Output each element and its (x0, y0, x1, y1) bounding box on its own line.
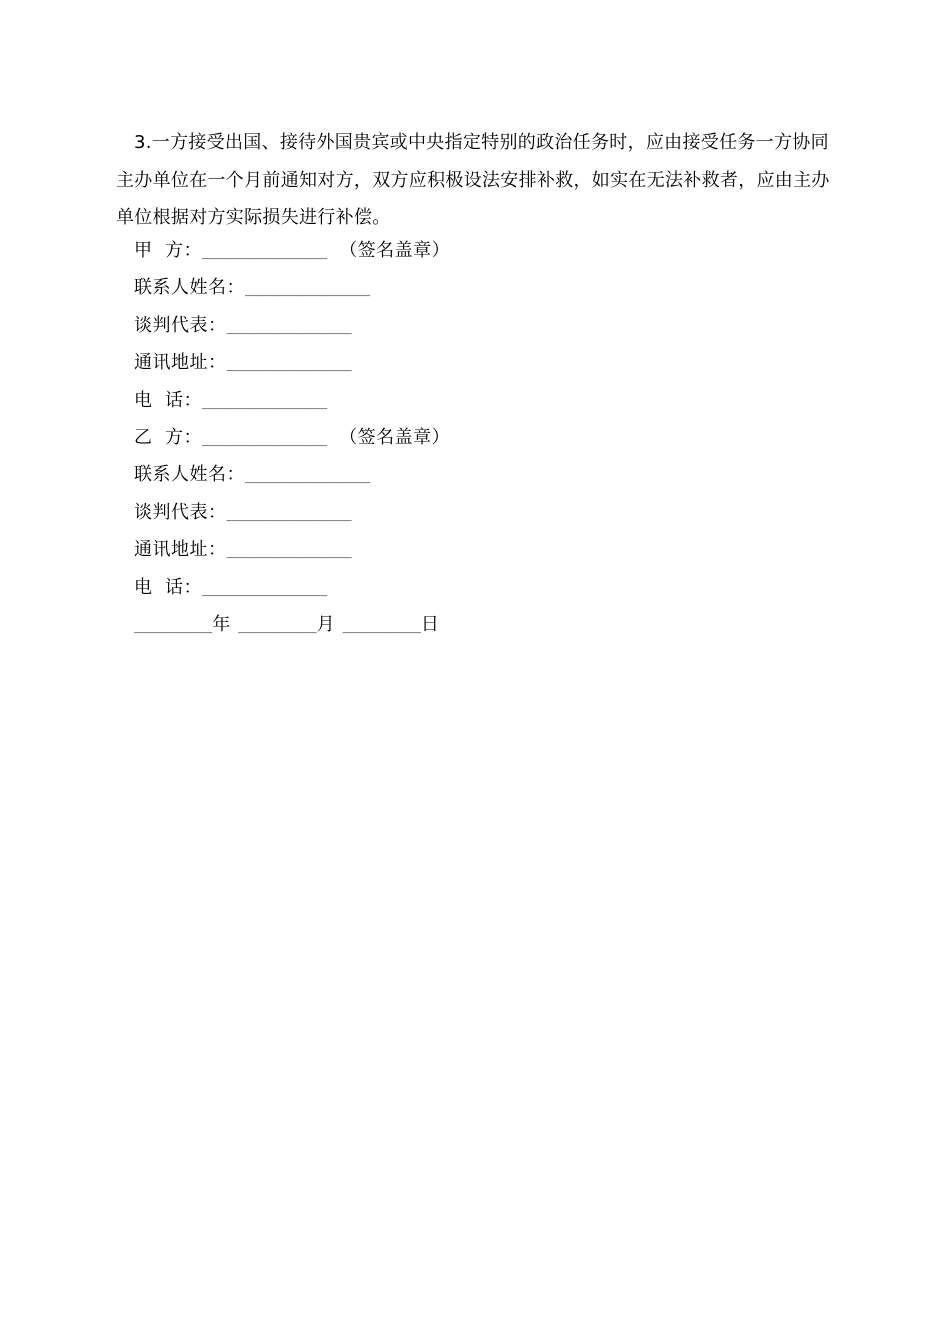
month-blank[interactable]: __________ (238, 618, 317, 634)
party-b-name-row (134, 419, 450, 456)
party-b-address-label: 通讯地址： (134, 539, 227, 561)
party-a-label: 甲 方： (134, 240, 202, 261)
party-a-contact-label: 联系人姓名： (134, 277, 245, 299)
signature-block (134, 232, 450, 643)
party-a-address-blank[interactable]: ________________ (226, 357, 352, 373)
party-b-phone-row (134, 569, 450, 606)
party-b-rep-label: 谈判代表： (134, 501, 227, 523)
party-b-contact-blank[interactable]: ________________ (245, 469, 371, 485)
clause-paragraph: 3.一方接受出国、接待外国贵宾或中央指定特别的政治任务时，应由接受任务一方协同主办单位在一个月前通知对方，双方应积极设法安排补救，如实在无法补救者，应由主办单位根据对方实际损失进行补偿。 (116, 132, 830, 228)
party-b-name-blank[interactable]: ________________ (201, 431, 328, 447)
party-a-phone-blank[interactable]: ________________ (201, 394, 328, 410)
party-a-contact-row (134, 269, 450, 306)
party-b-address-blank[interactable]: ________________ (226, 544, 352, 560)
party-a-address-label: 通讯地址： (134, 352, 227, 374)
party-b-phone-label: 电 话： (134, 576, 202, 598)
day-label: 日 (420, 613, 439, 635)
month-label: 月 (316, 613, 335, 635)
party-b-seal-note: （签名盖章） (339, 426, 451, 448)
party-a-name-blank[interactable]: ________________ (201, 245, 328, 260)
party-b-label: 乙 方： (134, 426, 202, 448)
party-a-rep-blank[interactable]: ________________ (226, 319, 352, 335)
party-b-contact-label: 联系人姓名： (134, 464, 245, 486)
party-b-contact-row (134, 456, 450, 493)
party-a-seal-note: （签名盖章） (339, 240, 451, 261)
party-a-phone-row (134, 382, 450, 419)
year-label: 年 (212, 613, 231, 635)
date-row (134, 606, 450, 643)
party-b-phone-blank[interactable]: ________________ (201, 581, 328, 597)
party-a-rep-label: 谈判代表： (134, 314, 227, 336)
party-b-rep-row (134, 494, 450, 531)
party-b-rep-blank[interactable]: ________________ (226, 506, 352, 522)
party-a-name-row (134, 232, 450, 269)
party-a-contact-blank[interactable]: ________________ (245, 282, 371, 298)
party-b-address-row (134, 531, 450, 568)
year-blank[interactable]: __________ (134, 618, 213, 634)
party-a-address-row (134, 344, 450, 381)
party-a-phone-label: 电 话： (134, 389, 202, 411)
day-blank[interactable]: __________ (342, 618, 421, 634)
party-a-rep-row (134, 307, 450, 344)
